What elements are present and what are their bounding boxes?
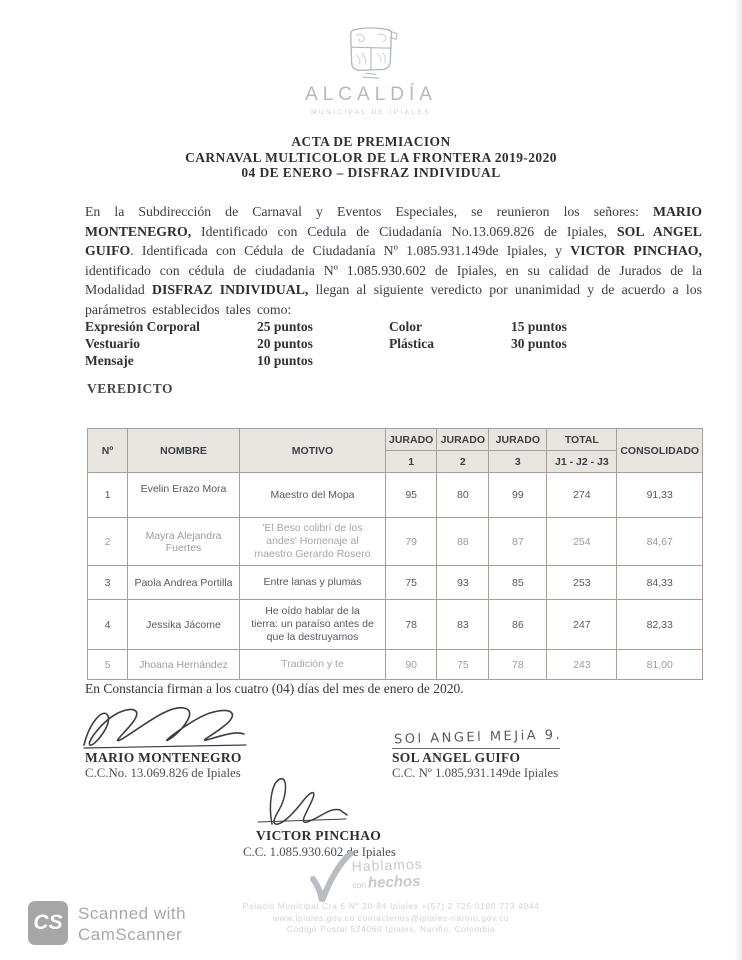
cell-total: 243: [547, 650, 617, 680]
closing-statement: En Constancia firman a los cuatro (04) días del mes de enero de 2020.: [85, 681, 464, 696]
cell-consol: 81,00: [617, 650, 703, 680]
cell-motivo: Tradición y te: [240, 650, 386, 680]
watermark-line1: Hablamos: [351, 855, 423, 875]
cell-num: 1: [88, 473, 128, 518]
cell-j1: 79: [386, 518, 437, 566]
table-row: [88, 650, 703, 680]
col-subheader-j1: 1: [386, 451, 437, 473]
intro-bold-segment: SOL ANGEL GUIFO: [85, 223, 702, 258]
cell-num: 5: [88, 650, 128, 680]
intro-bold-segment: VICTOR PINCHAO,: [570, 243, 702, 258]
scan-edge-shadow: [734, 0, 742, 960]
criterion-label: Mensaje: [85, 353, 134, 368]
signer-name-victor: VICTOR PINCHAO: [256, 828, 382, 843]
cell-consol: 91,33: [617, 473, 703, 518]
cell-j3: 85: [489, 566, 547, 600]
criterion-points: 20 puntos: [257, 336, 313, 351]
table-row: [88, 518, 703, 566]
intro-segment: llegan al siguiente veredicto por unanimidad y de acuerdo a los parámetros establecidos tales como:: [85, 282, 702, 317]
cell-total: 274: [547, 473, 617, 518]
title-line-1: ACTA DE PREMIACION: [291, 134, 451, 149]
col-subheader-total-sub: J1 - J2 - J3: [547, 451, 617, 473]
cell-j3: 78: [489, 650, 547, 680]
footer-line-3: Código Postal 524060 Ipiales, Nariño, Colombia: [286, 924, 496, 934]
criterion-label: Plástica: [389, 336, 434, 351]
col-header-num: Nº: [88, 429, 128, 473]
table-row: [88, 473, 703, 518]
cell-motivo: 'El Beso colibrí de los andes' Homenaje al maestro Gerardo Rosero: [240, 518, 386, 566]
intro-segment: Identificado con Cedula de Ciudadanía No.13.069.826 de Ipiales,: [191, 223, 617, 239]
intro-segment: identificado con cédula de ciudadania Nº 1.085.930.602 de Ipiales, en su calidad de Jurados de la Modalidad: [85, 262, 702, 297]
camscanner-line2: CamScanner: [78, 925, 183, 944]
document-title: [0, 134, 742, 181]
intro-bold-segment: MARIO MONTENEGRO,: [85, 204, 702, 239]
municipal-crest-icon: [336, 24, 406, 82]
cell-j3: 87: [489, 518, 547, 566]
cell-consol: 82,33: [617, 600, 703, 650]
cell-nombre: Paola Andrea Portilla: [128, 566, 240, 600]
cell-num: 2: [88, 518, 128, 566]
signer-name-sol: SOL ANGEL GUIFO: [392, 750, 521, 765]
signature-mario-scrawl: [80, 701, 260, 751]
watermark-line2: conhechos: [352, 872, 421, 892]
cell-j2: 83: [437, 600, 489, 650]
footer-line-2: www.ipiales.gov.co contactenos@ipiales-narino.gov.co: [272, 912, 510, 923]
results-table: [87, 428, 703, 680]
title-line-2: CARNAVAL MULTICOLOR DE LA FRONTERA 2019-2020: [185, 149, 557, 165]
cell-j2: 88: [437, 518, 489, 566]
cell-nombre: Jhoana Hernández: [128, 650, 240, 680]
logo-title: ALCALDÍA: [305, 84, 437, 105]
cell-j3: 86: [489, 600, 547, 650]
intro-segment: . Identificada con Cédula de Ciudadanía Nº 1.085.931.149de Ipiales, y: [130, 243, 571, 258]
col-header-jurado1: JURADO: [386, 429, 437, 451]
footer-line-1: Palacio Municipal Cra 6 Nº 20-84 Ipiales +(57) 2 725 0180 773 4044: [242, 901, 540, 911]
signature-line-sol: [392, 748, 560, 749]
signer-cc-mario: C.C.No. 13.069.826 de Ipiales: [85, 766, 241, 780]
title-line-3: 04 DE ENERO – DISFRAZ INDIVIDUAL: [241, 165, 501, 180]
col-header-consolidado: CONSOLIDADO: [617, 429, 703, 473]
col-header-jurado3: JURADO: [489, 429, 547, 451]
criterion-points: 25 puntos: [257, 319, 313, 334]
cell-num: 4: [88, 600, 128, 650]
cell-j3: 99: [489, 473, 547, 518]
cell-j1: 90: [386, 650, 437, 680]
cell-j2: 75: [437, 650, 489, 680]
criterion-label: Expresión Corporal: [85, 319, 200, 334]
col-header-nombre: NOMBRE: [128, 429, 240, 473]
col-subheader-j3: 3: [489, 451, 547, 473]
criterion-label: Color: [389, 319, 422, 334]
table-body: [88, 473, 703, 680]
veredicto-heading: VEREDICTO: [87, 381, 174, 396]
intro-bold-segment: DISFRAZ INDIVIDUAL,: [152, 282, 309, 297]
cell-j1: 78: [386, 600, 437, 650]
criterion-points: 30 puntos: [511, 336, 567, 351]
signer-cc-sol: C.C. Nº 1.085.931.149de Ipiales: [392, 766, 559, 780]
table-row: [88, 600, 703, 650]
alcaldia-logo: [0, 24, 742, 116]
signer-name-mario: MARIO MONTENEGRO: [85, 750, 242, 765]
cell-total: 253: [547, 566, 617, 600]
cell-nombre: Evelin Erazo Mora: [128, 473, 240, 518]
cell-j1: 75: [386, 566, 437, 600]
criterion-points: 10 puntos: [257, 353, 313, 368]
intro-segment: En la Subdirección de Carnaval y Eventos Especiales, se reunieron los señores:: [85, 204, 653, 219]
logo-subtitle: MUNICIPAL DE IPIALES: [311, 109, 431, 116]
table-row: [88, 566, 703, 600]
col-subheader-j2: 2: [437, 451, 489, 473]
col-header-jurado2: JURADO: [437, 429, 489, 451]
signature-sol-handwriting: SOl ANGEl MEJiA 9.: [393, 727, 563, 748]
cell-motivo: Maestro del Mopa: [240, 473, 386, 518]
cell-nombre: Mayra Alejandra Fuertes: [128, 518, 240, 566]
camscanner-badge-icon: CS: [28, 901, 68, 945]
cell-total: 254: [547, 518, 617, 566]
cell-num: 3: [88, 566, 128, 600]
signer-cc-victor: C.C. 1.085.930.602 de Ipiales: [243, 845, 396, 859]
intro-paragraph: [85, 202, 702, 319]
criterion-label: Vestuario: [85, 336, 141, 351]
cell-consol: 84,67: [617, 518, 703, 566]
footer-contact: [151, 901, 631, 936]
table-header: [88, 429, 703, 473]
cell-j2: 93: [437, 566, 489, 600]
col-header-total: TOTAL: [547, 429, 617, 451]
camscanner-label: [78, 903, 186, 945]
cell-nombre: Jessika Jácome: [128, 600, 240, 650]
cell-j2: 80: [437, 473, 489, 518]
criterion-points: 15 puntos: [511, 319, 567, 334]
watermark-slogan: [351, 856, 423, 894]
col-header-motivo: MOTIVO: [240, 429, 386, 473]
cell-motivo: He oído hablar de la tierra: un paraíso antes de que la destruyamos: [240, 600, 386, 650]
signature-victor-scrawl: [250, 774, 360, 826]
camscanner-line1: Scanned with: [78, 904, 187, 923]
cell-total: 247: [547, 600, 617, 650]
cell-motivo: Entre lanas y plumas: [240, 566, 386, 600]
cell-consol: 84,33: [617, 566, 703, 600]
cell-j1: 95: [386, 473, 437, 518]
